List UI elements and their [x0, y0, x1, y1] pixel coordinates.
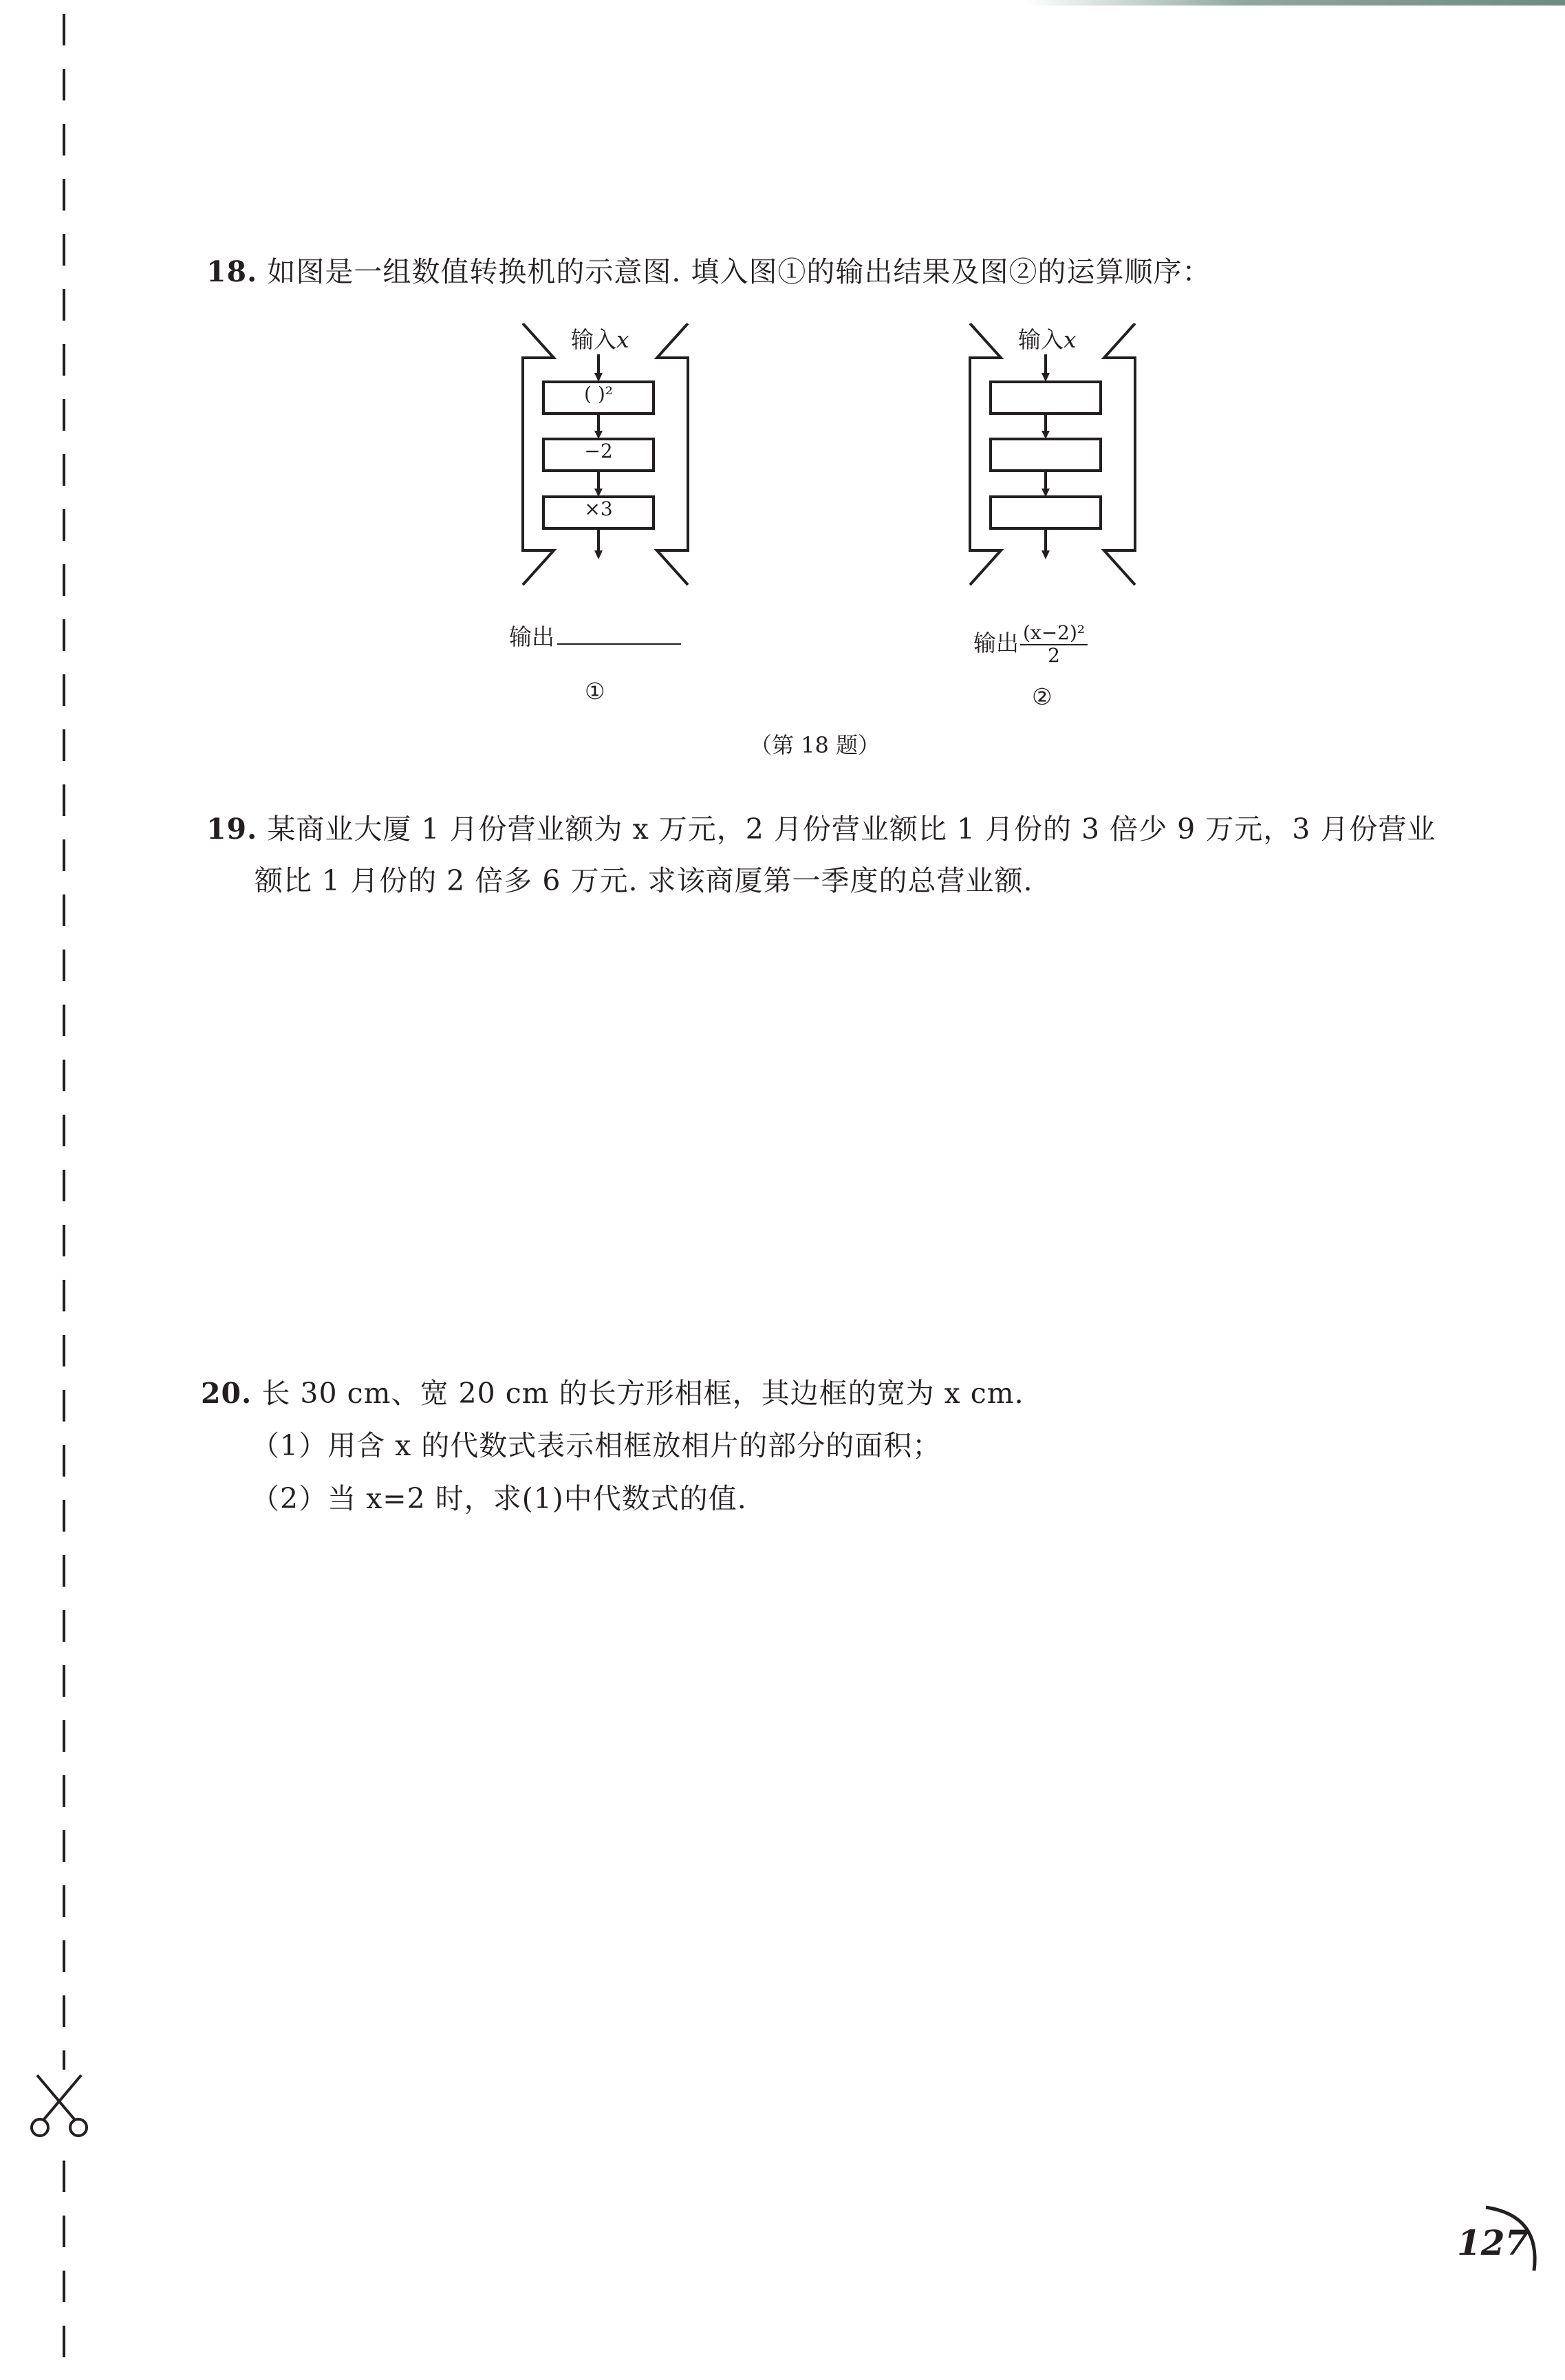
fig1-op-times3: ×3	[584, 497, 613, 520]
fig1-output-blank[interactable]	[557, 621, 681, 645]
question-text-line1: 某商业大厦 1 月份营业额为 x 万元，2 月份营业额比 1 月份的 3 倍少 9 万元，3 月份营业	[267, 813, 1436, 846]
fig1-circle-label: ①	[585, 678, 605, 705]
fig2-input-label: 输入x	[1018, 326, 1077, 353]
fig2-circle-label: ②	[1032, 683, 1053, 710]
fig2-output-fraction: $\frac{\text{(x−2)²}}{2}$	[1020, 623, 1088, 667]
fig1-input-label: 输入x	[571, 326, 629, 353]
figure-caption: （第 18 题）	[750, 732, 881, 758]
question-20-part1: （1）用含 x 的代数式表示相框放相片的部分的面积；	[251, 1429, 942, 1462]
fig1-output-label: 输出	[509, 623, 554, 650]
top-color-bar	[1025, 0, 1565, 6]
scissors-icon	[25, 2070, 94, 2145]
fig2-output-label: 输出	[973, 629, 1019, 656]
question-number: 20.	[201, 1377, 252, 1410]
page-number: 127	[1457, 2222, 1529, 2263]
question-number: 19.	[206, 813, 258, 846]
cut-line	[54, 0, 74, 2380]
fig1-output	[509, 619, 681, 652]
question-stem: 长 30 cm、宽 20 cm 的长方形相框，其边框的宽为 x cm.	[261, 1377, 1024, 1410]
question-20	[201, 1371, 1024, 1411]
fig2-output	[973, 623, 1088, 667]
question-20-part2: （2）当 x=2 时，求(1)中代数式的值.	[251, 1482, 747, 1515]
question-18	[206, 249, 1211, 290]
figure-2-diagram	[949, 323, 1156, 599]
question-number: 18.	[206, 255, 258, 288]
fig1-op-square: ( )²	[584, 383, 613, 405]
question-19-line2: 额比 1 月份的 2 倍多 6 万元. 求该商厦第一季度的总营业额.	[255, 864, 1033, 897]
question-text: 如图是一组数值转换机的示意图. 填入图①的输出结果及图②的运算顺序：	[267, 255, 1211, 288]
fig1-op-minus2: −2	[584, 440, 613, 462]
question-19	[206, 806, 1436, 847]
